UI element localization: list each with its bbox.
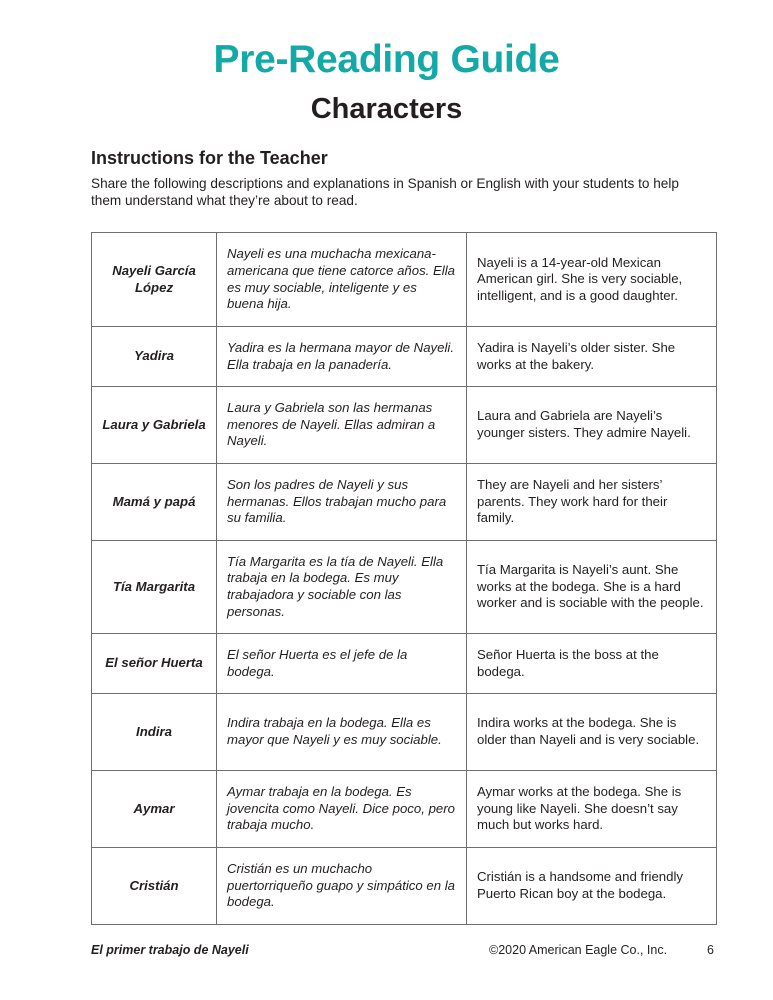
spanish-description: Cristián es un muchacho puertorriqueño guapo y simpático en la bodega. xyxy=(217,848,467,925)
character-name: Laura y Gabriela xyxy=(92,387,217,464)
english-description: They are Nayeli and her sisters’ parents. They work hard for their family. xyxy=(467,464,717,541)
footer-book-title: El primer trabajo de Nayeli xyxy=(91,943,249,957)
instructions-heading: Instructions for the Teacher xyxy=(91,148,328,168)
character-name: Yadira xyxy=(92,327,217,387)
spanish-description: Nayeli es una muchacha mexicana-americana que tiene catorce años. Ella es muy sociable, inteligente y es buena hija. xyxy=(217,233,467,327)
footer-copyright: ©2020 American Eagle Co., Inc. xyxy=(489,943,668,957)
spanish-description: El señor Huerta es el jefe de la bodega. xyxy=(217,634,467,694)
table-row xyxy=(92,327,717,387)
table-row xyxy=(92,233,717,327)
page-subtitle: Characters xyxy=(310,93,463,125)
table-row xyxy=(92,848,717,925)
page-title: Pre-Reading Guide xyxy=(213,38,560,81)
table-row xyxy=(92,634,717,694)
character-name: Aymar xyxy=(92,771,217,848)
characters-table xyxy=(91,232,717,925)
spanish-description: Indira trabaja en la bodega. Ella es mayor que Nayeli y es muy sociable. xyxy=(217,694,467,771)
character-name: Indira xyxy=(92,694,217,771)
spanish-description: Aymar trabaja en la bodega. Es jovencita como Nayeli. Dice poco, pero trabaja mucho. xyxy=(217,771,467,848)
english-description: Cristián is a handsome and friendly Puerto Rican boy at the bodega. xyxy=(467,848,717,925)
table-row xyxy=(92,771,717,848)
character-name: Cristián xyxy=(92,848,217,925)
table-row xyxy=(92,464,717,541)
english-description: Indira works at the bodega. She is older than Nayeli and is very sociable. xyxy=(467,694,717,771)
english-description: Nayeli is a 14-year-old Mexican American girl. She is very sociable, intelligent, and is a good daughter. xyxy=(467,233,717,327)
instructions-body: Share the following descriptions and explanations in Spanish or English with your students to help them understand what they’re about to read. xyxy=(91,176,679,208)
spanish-description: Laura y Gabriela son las hermanas menores de Nayeli. Ellas admiran a Nayeli. xyxy=(217,387,467,464)
english-description: Aymar works at the bodega. She is young like Nayeli. She doesn’t say much but works hard. xyxy=(467,771,717,848)
english-description: Señor Huerta is the boss at the bodega. xyxy=(467,634,717,694)
character-name: El señor Huerta xyxy=(92,634,217,694)
table-row xyxy=(92,387,717,464)
character-name: Nayeli García López xyxy=(92,233,217,327)
spanish-description: Yadira es la hermana mayor de Nayeli. Ella trabaja en la panadería. xyxy=(217,327,467,387)
table-row xyxy=(92,541,717,634)
english-description: Yadira is Nayeli’s older sister. She works at the bakery. xyxy=(467,327,717,387)
english-description: Laura and Gabriela are Nayeli’s younger sisters. They admire Nayeli. xyxy=(467,387,717,464)
english-description: Tía Margarita is Nayeli’s aunt. She works at the bodega. She is a hard worker and is sociable with the people. xyxy=(467,541,717,634)
character-name: Mamá y papá xyxy=(92,464,217,541)
spanish-description: Tía Margarita es la tía de Nayeli. Ella trabaja en la bodega. Es muy trabajadora y sociable con las personas. xyxy=(217,541,467,634)
spanish-description: Son los padres de Nayeli y sus hermanas. Ellos trabajan mucho para su familia. xyxy=(217,464,467,541)
page-number: 6 xyxy=(707,943,714,957)
table-row xyxy=(92,694,717,771)
character-name: Tía Margarita xyxy=(92,541,217,634)
